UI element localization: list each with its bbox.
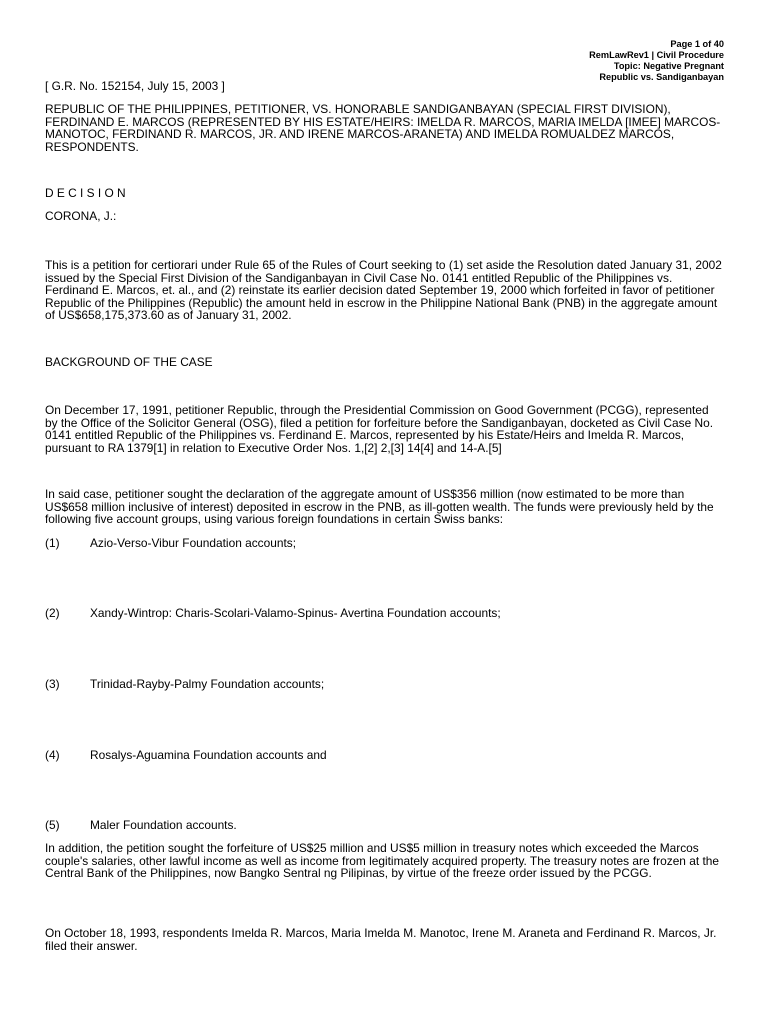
- paragraph-answer-filed: On October 18, 1993, respondents Imelda R. Marcos, Maria Imelda M. Manotoc, Irene M. Araneta and Ferdinand R. Marcos, Jr. filed their answer.: [45, 926, 717, 953]
- case-parties: REPUBLIC OF THE PHILIPPINES, PETITIONER, VS. HONORABLE SANDIGANBAYAN (SPECIAL FIRST DIVISION), FERDINAND E. MARCOS (REPRESENTED BY HIS ESTATE/HEIRS: IMELDA R. MARCOS, MARIA IMELDA [IMEE] MARCOS-MANOTOC, FERDINAND R. MARCOS, JR. AND IRENE MARCOS-ARANETA) AND IMELDA ROMUALDEZ MARCOS, RESPONDENTS.: [45, 102, 721, 154]
- list-item-number: (5): [45, 818, 60, 832]
- case-number: [ G.R. No. 152154, July 15, 2003 ]: [45, 79, 225, 93]
- list-item-number: (1): [45, 536, 60, 550]
- decision-heading: D E C I S I O N: [45, 186, 126, 200]
- course-label: RemLawRev1 | Civil Procedure: [589, 50, 724, 60]
- paragraph-intro: This is a petition for certiorari under Rule 65 of the Rules of Court seeking to (1) set aside the Resolution dated January 31, 2002 issued by the Special First Division of the Sandiganbayan in Civil Case No. 0141 entitled Republic of the Philippines vs. Ferdinand E. Marcos, et. al., and (2) reinstate its earlier decision dated September 19, 2000 which forfeited in favor of petitioner Republic of the Philippines (Republic) the amount held in escrow in the Philippine National Bank (PNB) in the aggregate amount of US$658,175,373.60 as of January 31, 2002.: [45, 258, 722, 322]
- section-heading-background: BACKGROUND OF THE CASE: [45, 355, 213, 369]
- list-item-text: Xandy-Wintrop: Charis-Scolari-Valamo-Spinus- Avertina Foundation accounts;: [90, 606, 501, 620]
- page-header: [424, 39, 724, 83]
- paragraph-treasury-notes: In addition, the petition sought the forfeiture of US$25 million and US$5 million in treasury notes which exceeded the Marcos couple's salaries, other lawful income as well as income from legitimately acquired property. The treasury notes are frozen at the Central Bank of the Philippines, now Bangko Sentral ng Pilipinas, by virtue of the freeze order issued by the PCGG.: [45, 841, 719, 880]
- paragraph-petition-filing: On December 17, 1991, petitioner Republic, through the Presidential Commission on Good Government (PCGG), represented by the Office of the Solicitor General (OSG), filed a petition for forfeiture before the Sandiganbayan, docketed as Civil Case No. 0141 entitled Republic of the Philippines vs. Ferdinand E. Marcos, represented by his Estate/Heirs and Imelda R. Marcos, pursuant to RA 1379[1] in relation to Executive Order Nos. 1,[2] 2,[3] 14[4] and 14-A.[5]: [45, 403, 713, 455]
- paragraph-account-groups-intro: In said case, petitioner sought the declaration of the aggregate amount of US$356 million (now estimated to be more than US$658 million inclusive of interest) deposited in escrow in the PNB, as ill-gotten wealth. The funds were previously held by the following five account groups, using various foreign foundations in certain Swiss banks:: [45, 487, 714, 526]
- list-item-text: Trinidad-Rayby-Palmy Foundation accounts;: [90, 677, 325, 691]
- case-short-title: Republic vs. Sandiganbayan: [599, 72, 724, 82]
- list-item-text: Rosalys-Aguamina Foundation accounts and: [90, 748, 327, 762]
- list-item-text: Maler Foundation accounts.: [90, 818, 237, 832]
- ponente: CORONA, J.:: [45, 209, 117, 223]
- page-number: Page 1 of 40: [670, 39, 724, 49]
- topic-label: Topic: Negative Pregnant: [613, 61, 724, 71]
- list-item-number: (2): [45, 606, 60, 620]
- list-item-number: (3): [45, 677, 60, 691]
- list-item-number: (4): [45, 748, 60, 762]
- list-item-text: Azio-Verso-Vibur Foundation accounts;: [90, 536, 297, 550]
